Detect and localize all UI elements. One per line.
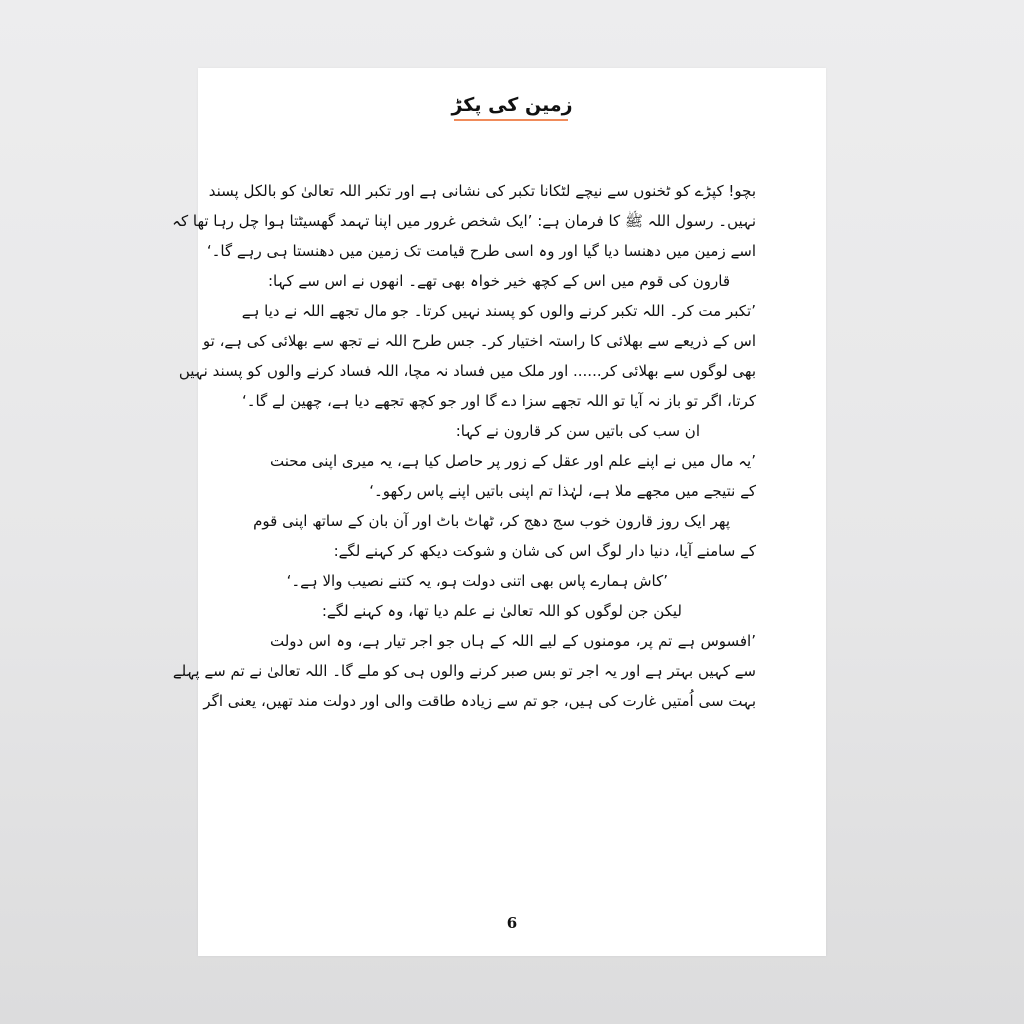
text-line: ’افسوس ہے تم پر، مومنوں کے لیے اللہ کے ہاں جو اجر تیار ہے، وہ اس دولت — [270, 632, 756, 650]
text-line: ’یہ مال میں نے اپنے علم اور عقل کے زور پر حاصل کیا ہے، یہ میری اپنی محنت — [270, 452, 756, 470]
text-line: ’کاش ہمارے پاس بھی اتنی دولت ہو، یہ کتنے نصیب والا ہے۔‘ — [286, 572, 668, 590]
text-line: اسے زمین میں دھنسا دیا گیا اور وہ اسی طرح قیامت تک زمین میں دھنستا ہی رہے گا۔‘ — [206, 242, 756, 260]
text-line: کے سامنے آیا، دنیا دار لوگ اس کی شان و شوکت دیکھ کر کہنے لگے: — [333, 542, 756, 560]
page-number: 6 — [506, 914, 518, 932]
text-line: بچو! کپڑے کو ٹخنوں سے نیچے لٹکانا تکبر کی نشانی ہے اور تکبر اللہ تعالیٰ کو بالکل پسند — [208, 182, 756, 200]
text-line: اس کے ذریعے سے بھلائی کا راستہ اختیار کر۔ جس طرح اللہ نے تجھ سے بھلائی کی ہے، تو — [202, 332, 756, 350]
title-underline — [454, 119, 568, 121]
text-line: بہت سی اُمتیں غارت کی ہیں، جو تم سے زیادہ طاقت والی اور دولت مند تھیں، یعنی اگر — [203, 692, 756, 710]
text-line: کے نتیجے میں مجھے ملا ہے، لہٰذا تم اپنی باتیں اپنے پاس رکھو۔‘ — [369, 482, 756, 500]
text-line: کرتا، اگر تو باز نہ آیا تو اللہ تجھے سزا دے گا اور جو کچھ تجھے دیا ہے، چھین لے گا۔‘ — [241, 392, 756, 410]
text-line: پھر ایک روز قارون خوب سج دھج کر، ٹھاٹ باٹ اور آن بان کے ساتھ اپنی قوم — [253, 512, 730, 530]
text-line: سے کہیں بہتر ہے اور یہ اجر تو بس صبر کرنے والوں ہی کو ملے گا۔ اللہ تعالیٰ نے تم سے پہلے — [172, 662, 756, 680]
text-line: نہیں۔ رسول اللہ ﷺ کا فرمان ہے: ’ایک شخص غرور میں اپنا تہمد گھسیٹتا ہوا چل رہا تھا کہ — [172, 212, 756, 230]
text-line: قارون کی قوم میں اس کے کچھ خیر خواہ بھی تھے۔ انھوں نے اس سے کہا: — [268, 272, 730, 290]
text-line: ان سب کی باتیں سن کر قارون نے کہا: — [455, 422, 700, 440]
text-line: بھی لوگوں سے بھلائی کر...... اور ملک میں فساد نہ مچا، اللہ فساد کرنے والوں کو پسند نہیں — [178, 362, 756, 380]
book-page — [172, 68, 826, 956]
text-line: ’تکبر مت کر۔ اللہ تکبر کرنے والوں کو پسند نہیں کرتا۔ جو مال تجھے اللہ نے دیا ہے — [241, 302, 756, 320]
page-body-text — [172, 176, 756, 716]
page-title: زمین کی پکڑ — [451, 94, 573, 116]
text-line: لیکن جن لوگوں کو اللہ تعالیٰ نے علم دیا تھا، وہ کہنے لگے: — [321, 602, 682, 620]
